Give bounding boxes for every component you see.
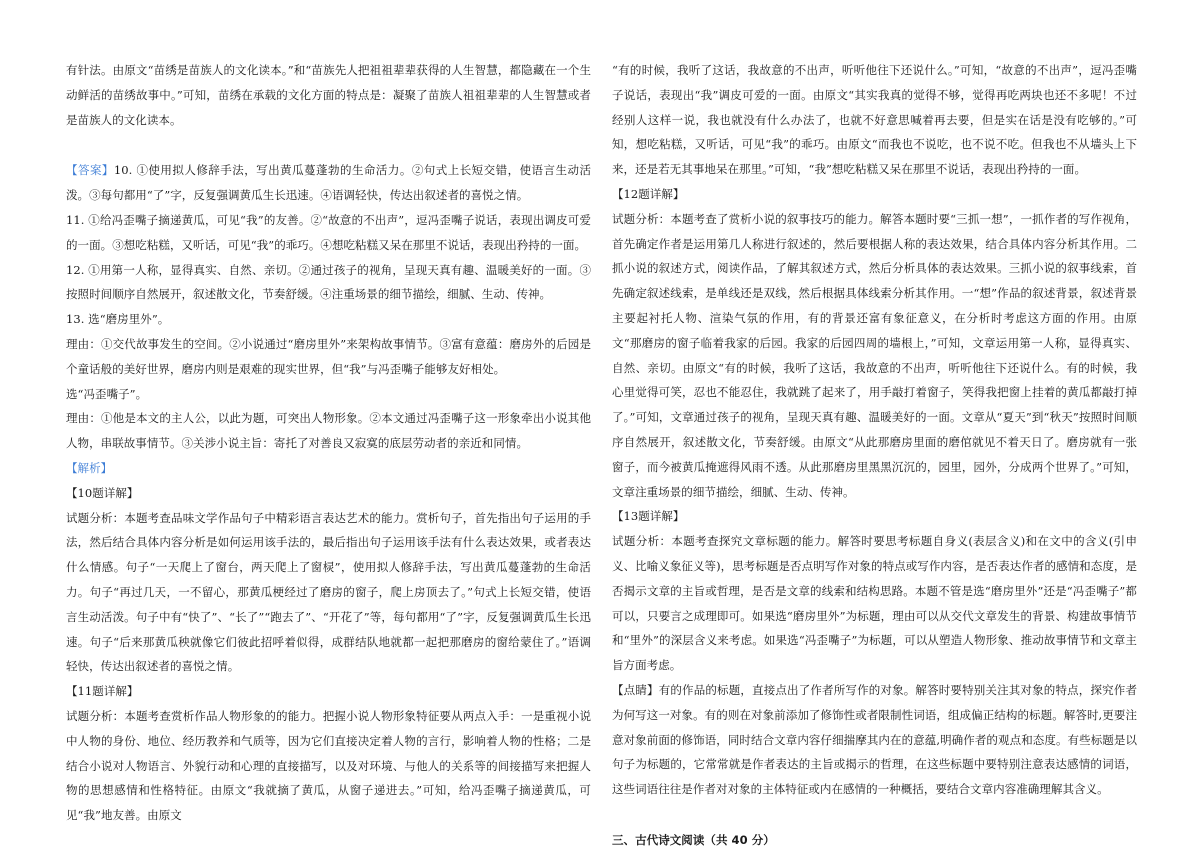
answer-10 [66,158,591,208]
answer-10-text: 10. ①使用拟人修辞手法，写出黄瓜蔓蓬勃的生命活力。②句式上长短交错，使语言生动活泼。③每句都用“了”字，反复强调黄瓜生长迅速。④语调轻快，传达出叙述者的喜悦之情。 [66,163,591,203]
answer-13-reason-2: 理由：①他是本文的主人公，以此为题，可突出人物形象。②本文通过冯歪嘴子这一形象牵出小说其他人物，串联故事情节。③关涉小说主旨：寄托了对善良又寂寞的底层劳动者的亲近和同情。 [66,411,591,451]
answer-13-reason-1: 理由：①交代故事发生的空间。②小说通过“磨房里外”来架构故事情节。③富有意蕴：磨房外的后园是个童话般的美好世界，磨房内则是艰难的现实世界，但“我”与冯歪嘴子能够友好相处。 [66,336,591,376]
q11-heading: 【11题详解】 [66,684,139,699]
q12-explanation: 试题分析：本题考查了赏析小说的叙事技巧的能力。解答本题时要“三抓一想”，一抓作者的写作视角，首先确定作者是运用第几人称进行叙述的，然后要根据人称的表达效果，结合具体内容分析其作用。二抓小说的叙述方式，阅读作品，了解其叙述方式，然后分析具体的表达效果。三抓小说的叙事线索，首先确定叙述线索，是单线还是双线，然后根据具体线索分析其作用。一“想”作品的叙述背景，叙述背景主要起衬托人物、渲染气氛的作用，有的背景还富有象征意义，在分析时考虑这方面的作用。由原文“那磨房的窗子临着我家的后园。我家的后园四周的墙根上，”可知，文章运用第一人称，显得真实、自然、亲切。由原文“有的时候，我听了这话，我故意的不出声，听听他往下还说什么。有的时候，我心里觉得可笑，忍也不能忍住，我就跳了起来了，用手敲打着窗子，笑得我把窗上挂着的黄瓜都敲打掉了。”可知，文章通过孩子的视角，呈现天真有趣、温暖美好的一面。文章从“夏天”到“秋天”按照时间顺序自然展开，叙述散文化，节奏舒缓。由原文“从此那磨房里面的磨倌就见不着天日了。磨房就有一张窗子，而今被黄瓜掩遮得风雨不透。从此那磨房里黑黑沉沉的，园里，园外，分成两个世界了。”可知，文章注重场景的细节描绘，细腻、生动、传神。 [612,211,1137,499]
tip-paragraph [612,678,1137,802]
section-3-heading: 三、古代诗文阅读（共 40 分） [612,832,775,847]
q11-explanation: 试题分析：本题考查赏析作品人物形象的的能力。把握小说人物形象特征要从两点入手：一是重视小说中人物的身份、地位、经历教养和气质等，因为它们直接决定着人物的言行，影响着人物的性格；二是结合小说对人物语言、外貌行动和心理的直接描写，以及对环境、与他人的关系等的间接描写来把握人物的思想感情和性格特征。由原文“我就摘了黄瓜，从窗子递进去。”可知，给冯歪嘴子摘递黄瓜，可见“我”地友善。由原文 [66,708,591,823]
q13-explanation: 试题分析：本题考查探究文章标题的能力。解答时要思考标题自身义(表层含义)和在文中的含义(引申义、比喻义象征义等)，思考标题是否点明写作对象的特点或写作内容，是否表达作者的感情和态度，是否揭示文章的主旨或哲理，是否是文章的线索和结构思路。本题不管是选“磨房里外”还是“冯歪嘴子”都可以，只要言之成理即可。如果选“磨房里外”为标题，理由可以从交代文章发生的背景、构建故事情节和“里外”的深层含义来考虑。如果选“冯歪嘴子”为标题，可以从塑造人物形象、推动故事情节和文章主旨方面考虑。 [612,534,1137,673]
answer-13: 13. 选“磨房里外”。 [66,312,170,327]
q10-heading: 【10题详解】 [66,485,139,500]
q12-heading: 【12题详解】 [612,186,685,201]
q11-explanation-continued: “有的时候，我听了这话，我故意的不出声，听听他往下还说什么。”可知，“故意的不出声”，逗冯歪嘴子说话，表现出“我”调皮可爱的一面。由原文“其实我真的觉得不够，觉得再吃两块也还不多呢！不过经别人这样一说，我也就没有什么办法了，也就不好意思喊着再去要，但是实在话是没有吃够的。”可知，想吃粘糕，又听话，可见“我”的乖巧。由原文“而我也不说吃，也不说不吃。但我也不从墙头上下来，还是若无其事地呆在那里。”可知，“我”想吃粘糕又呆在那里不说话，表现出矜持的一面。 [612,63,1137,177]
tip-text: 有的作品的标题，直接点出了作者所写作的对象。解答时要特别关注其对象的特点，探究作者为何写这一对象。有的则在对象前添加了修饰性或者限制性词语，组成偏正结构的标题。解答时,更要注意对象前面的修饰语，同时结合文章内容仔细揣摩其内在的意蕴,明确作者的观点和态度。有些标题是以句子为标题的，它常常就是作者表达的主旨或揭示的哲理，在这些标题中要特别注意表达感情的词语，这些词语往往是作者对对象的主体特征或内在感情的一种概括，要结合文章内容准确理解其含义。 [612,682,1138,797]
paragraph-intro: 有针法。由原文“苗绣是苗族人的文化读本。”和“苗族先人把祖祖辈辈获得的人生智慧，都隐藏在一个生动鲜活的苗绣故事中。”可知，苗绣在承载的文化方面的特点是：凝聚了苗族人祖祖辈辈的人生智慧或者是苗族人的文化读本。 [66,63,591,127]
analysis-tag: 【解析】 [66,460,113,475]
answer-11: 11. ①给冯歪嘴子摘递黄瓜，可见“我”的友善。②“故意的不出声”，逗冯歪嘴子说话，表现出调皮可爱的一面。③想吃粘糕，又听话，可见“我”的乖巧。④想吃粘糕又呆在那里不说话，表现出矜持的一面。 [66,212,591,252]
answer-12: 12. ①用第一人称，显得真实、自然、亲切。②通过孩子的视角，呈现天真有趣、温暖美好的一面。③按照时间顺序自然展开，叙述散文化，节奏舒缓。④注重场景的细节描绘，细腻、生动、传神。 [66,262,591,302]
right-column [612,58,1137,853]
left-column [66,58,591,828]
answer-tag: 【答案】 [66,163,114,178]
q13-heading: 【13题详解】 [612,509,685,524]
answer-13-alternative: 选“冯歪嘴子”。 [66,386,148,401]
q10-explanation: 试题分析：本题考查品味文学作品句子中精彩语言表达艺术的能力。赏析句子，首先指出句子运用的手法，然后结合具体内容分析是如何运用该手法的，最后指出句子运用该手法有什么表达效果，或者表达什么情感。句子“一天爬上了窗台，两天爬上了窗棂”，使用拟人修辞手法，写出黄瓜蔓蓬勃的生命活力。句子“再过几天，一不留心，那黄瓜梗经过了磨房的窗子，爬上房顶去了。”句式上长短交错，使语言生动活泼。句子中有“快了”、“长了”“跑去了”、“开花了”等，每句都用“了”字，反复强调黄瓜生长迅速。句子“后来那黄瓜秧就像它们彼此招呼着似得，成群结队地就都一起把那磨房的窗给蒙住了。”语调轻快，传达出叙述者的喜悦之情。 [66,510,591,674]
tip-tag: 【点睛】 [612,682,659,697]
